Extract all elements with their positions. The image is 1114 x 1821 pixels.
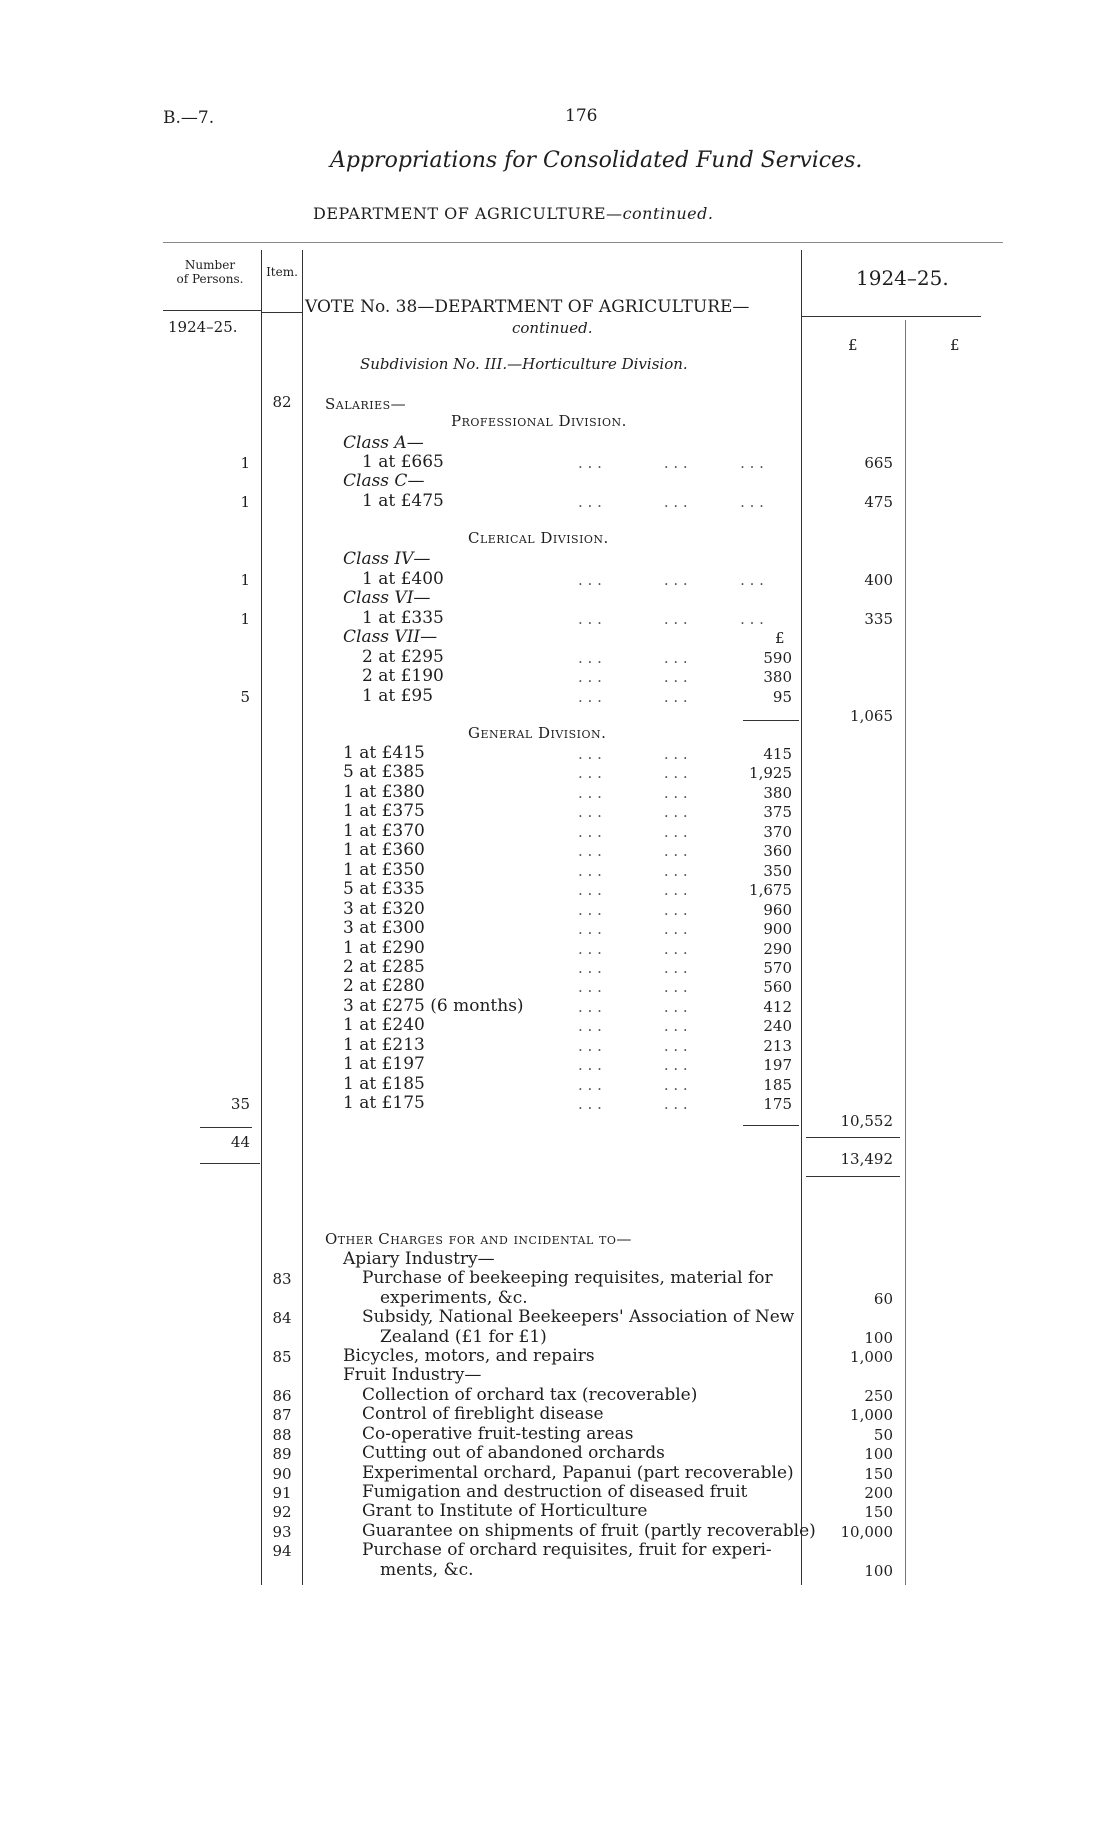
general-line: 1 at £375: [343, 801, 425, 822]
leader-dots: . . . . . .: [578, 978, 688, 997]
leader-dots: . . . . . .: [578, 1056, 688, 1075]
general-division-persons: 35: [230, 1095, 250, 1113]
class-iv-label: Class IV—: [343, 549, 431, 569]
other-charge-description: Fumigation and destruction of diseased fruit: [362, 1482, 748, 1502]
class-vii-line: 2 at £295: [362, 647, 444, 667]
general-line: 3 at £320: [343, 898, 425, 919]
general-line: 5 at £335: [343, 879, 425, 900]
persons-header-line-2: of Persons.: [176, 272, 244, 286]
general-line: 2 at £280: [343, 976, 425, 997]
pound-sign-column-1: £: [848, 336, 858, 354]
class-a-amount: 665: [864, 454, 893, 472]
professional-division-heading: Professional Division.: [451, 412, 627, 430]
other-charge-amount: 250: [864, 1387, 893, 1405]
vote-heading: VOTE No. 38—DEPARTMENT OF AGRICULTURE—: [305, 297, 750, 317]
item-column-rule-left: [261, 250, 262, 1585]
general-line: 1 at £350: [343, 859, 425, 880]
class-vi-amount: 335: [864, 610, 893, 628]
other-item-number: 88: [272, 1426, 292, 1444]
vote-continued: continued.: [512, 319, 593, 337]
leader-dots: . . . . . .: [578, 881, 688, 900]
class-vii-total: 1,065: [850, 707, 893, 725]
leader-dots: . . . . . .: [578, 842, 688, 861]
general-line: 3 at £300: [343, 918, 425, 939]
leader-dots: . . . . . .: [578, 803, 688, 822]
class-a-persons: 1: [240, 454, 250, 472]
class-vii-persons: 5: [240, 688, 250, 706]
leader-dots: . . . . . .: [578, 764, 688, 783]
leader-dots: . . . . . . . . .: [578, 610, 764, 628]
class-iv-amount: 400: [864, 571, 893, 589]
class-c-line: 1 at £475: [362, 491, 444, 511]
general-line: 5 at £385: [343, 762, 425, 783]
class-c-persons: 1: [240, 493, 250, 511]
general-line: 1 at £185: [343, 1073, 425, 1094]
amount-column-rule-right: [905, 320, 906, 1585]
class-c-label: Class C—: [343, 471, 425, 491]
general-line: 1 at £290: [343, 937, 425, 958]
leader-dots: . . . . . .: [578, 1095, 688, 1114]
other-charge-description: Cutting out of abandoned orchards: [362, 1443, 665, 1463]
other-item-number: 92: [272, 1503, 292, 1521]
class-vii-line: 1 at £95: [362, 685, 434, 706]
general-amount: 570: [763, 958, 792, 977]
salaries-grand-total: 13,492: [840, 1150, 893, 1168]
other-charge-description-cont: ments, &c.: [380, 1559, 474, 1580]
persons-header-line-1: Number: [184, 258, 236, 272]
general-amount: 1,925: [749, 764, 792, 783]
page-reference: B.—7.: [163, 108, 215, 128]
general-line: 1 at £380: [343, 781, 425, 802]
other-charge-amount: 150: [864, 1503, 893, 1521]
other-charge-amount: 100: [864, 1561, 893, 1580]
other-charge-description-cont: experiments, &c.: [380, 1287, 528, 1308]
other-item-number: 87: [272, 1406, 292, 1424]
other-charge-description: Grant to Institute of Horticulture: [362, 1501, 648, 1521]
persons-total-underline: [200, 1163, 260, 1164]
other-charge-amount: 10,000: [840, 1523, 893, 1541]
general-division-subtotal-rule: [743, 1125, 799, 1126]
general-amount: 380: [763, 783, 792, 802]
general-line: 1 at £175: [343, 1093, 425, 1114]
persons-total-rule: [200, 1127, 252, 1128]
amount-head-rule: [801, 316, 981, 317]
other-charge-amount: 100: [864, 1445, 893, 1463]
page-title: Appropriations for Consolidated Fund Services.: [330, 148, 863, 173]
general-amount: 412: [763, 997, 792, 1016]
leader-dots: . . . . . .: [578, 745, 688, 763]
other-charge-description: Bicycles, motors, and repairs: [343, 1346, 595, 1366]
general-amount: 240: [763, 1017, 792, 1036]
general-line: 3 at £275 (6 months): [343, 995, 524, 1016]
department-continued: continued.: [622, 204, 714, 223]
general-amount: 1,675: [749, 881, 792, 900]
leader-dots: . . . . . .: [578, 861, 688, 880]
salaries-heading: Salaries—: [325, 395, 407, 413]
grand-total-underline: [806, 1176, 900, 1177]
other-charge-amount: 150: [864, 1465, 893, 1483]
general-line: 1 at £213: [343, 1034, 425, 1055]
other-charge-amount: 50: [873, 1426, 893, 1444]
persons-head-rule: [163, 310, 261, 311]
page-number: 176: [565, 106, 598, 126]
class-vii-amount: 95: [772, 687, 792, 706]
general-amount: 375: [763, 803, 792, 822]
general-amount: 350: [763, 861, 792, 880]
leader-dots: . . . . . .: [578, 1017, 688, 1036]
class-vii-amount: 590: [763, 649, 792, 667]
other-charge-description: Subsidy, National Beekeepers' Association of New: [362, 1307, 795, 1327]
general-line: 1 at £240: [343, 1015, 425, 1036]
general-line: 2 at £285: [343, 956, 425, 977]
pound-sign-column-2: £: [950, 336, 960, 354]
salaries-item-number: 82: [272, 393, 292, 411]
class-vi-label: Class VI—: [343, 588, 431, 608]
general-division-total: 10,552: [840, 1112, 893, 1130]
other-item-number: 84: [272, 1309, 292, 1327]
class-vii-line: 2 at £190: [362, 666, 444, 687]
other-charge-amount: 1,000: [850, 1406, 893, 1424]
item-column-rule-right: [302, 250, 303, 1585]
other-item-number: 91: [272, 1484, 292, 1502]
fruit-industry-heading: Fruit Industry—: [343, 1365, 482, 1385]
leader-dots: . . . . . .: [578, 920, 688, 939]
general-amount: 960: [763, 900, 792, 919]
leader-dots: . . . . . .: [578, 668, 688, 687]
other-item-number: 85: [272, 1348, 292, 1366]
other-charge-description: Control of fireblight disease: [362, 1404, 604, 1424]
other-charge-description: Purchase of beekeeping requisites, material for: [362, 1268, 773, 1288]
total-persons: 44: [230, 1133, 250, 1151]
leader-dots: . . . . . .: [578, 997, 688, 1016]
general-line: 1 at £370: [343, 820, 425, 841]
other-charge-description: Guarantee on shipments of fruit (partly recoverable): [362, 1521, 816, 1541]
general-line: 1 at £415: [343, 743, 425, 763]
grand-total-rule: [806, 1137, 900, 1138]
general-amount: 213: [763, 1036, 792, 1055]
department-name: DEPARTMENT OF AGRICULTURE—: [313, 204, 623, 223]
class-vi-persons: 1: [240, 610, 250, 628]
subdivision-heading: Subdivision No. III.—Horticulture Division.: [360, 355, 688, 373]
class-vii-amount: 380: [763, 668, 792, 687]
other-charge-description: Experimental orchard, Papanui (part recoverable): [362, 1463, 794, 1483]
general-division-heading: General Division.: [468, 724, 607, 742]
class-vii-label: Class VII—: [343, 627, 438, 647]
leader-dots: . . . . . .: [578, 783, 688, 802]
general-amount: 560: [763, 978, 792, 997]
other-charge-description: Collection of orchard tax (recoverable): [362, 1385, 698, 1405]
leader-dots: . . . . . .: [578, 958, 688, 977]
other-charges-heading: Other Charges for and incidental to—: [325, 1230, 632, 1248]
other-charge-description: Purchase of orchard requisites, fruit for experi-: [362, 1540, 772, 1560]
class-iv-persons: 1: [240, 571, 250, 589]
other-item-number: 86: [272, 1387, 292, 1405]
class-vi-line: 1 at £335: [362, 608, 444, 628]
other-item-number: 90: [272, 1465, 292, 1483]
leader-dots: . . . . . .: [578, 900, 688, 919]
clerical-division-heading: Clerical Division.: [468, 529, 609, 547]
class-vii-pound-sign: £: [775, 629, 785, 647]
class-a-line: 1 at £665: [362, 452, 444, 472]
persons-column-header: [168, 258, 252, 286]
year-column-header: 1924–25.: [856, 266, 949, 290]
leader-dots: . . . . . .: [578, 687, 688, 706]
class-iv-line: 1 at £400: [362, 569, 444, 589]
apiary-industry-heading: Apiary Industry—: [343, 1249, 495, 1269]
general-line: 1 at £197: [343, 1054, 425, 1075]
other-charge-amount: 100: [864, 1328, 893, 1347]
general-amount: 185: [763, 1075, 792, 1094]
other-charge-amount: 60: [873, 1289, 893, 1308]
other-charge-description-cont: Zealand (£1 for £1): [380, 1326, 547, 1347]
item-column-header: Item.: [266, 265, 298, 279]
general-line: 1 at £360: [343, 840, 425, 861]
leader-dots: . . . . . . . . .: [578, 493, 764, 511]
general-amount: 900: [763, 920, 792, 939]
class-vii-subtotal-rule: [743, 720, 799, 721]
leader-dots: . . . . . .: [578, 1036, 688, 1055]
other-charge-amount: 200: [864, 1484, 893, 1502]
other-item-number: 93: [272, 1523, 292, 1541]
general-amount: 175: [763, 1095, 792, 1114]
leader-dots: . . . . . .: [578, 649, 688, 667]
class-c-amount: 475: [864, 493, 893, 511]
persons-year: 1924–25.: [168, 318, 238, 336]
department-heading: [313, 206, 713, 222]
leader-dots: . . . . . .: [578, 1075, 688, 1094]
leader-dots: . . . . . .: [578, 822, 688, 841]
leader-dots: . . . . . . . . .: [578, 571, 764, 589]
leader-dots: . . . . . . . . .: [578, 454, 764, 472]
general-amount: 360: [763, 842, 792, 861]
amount-column-rule-left: [801, 250, 802, 1585]
other-item-number: 94: [272, 1542, 292, 1560]
other-item-number: 89: [272, 1445, 292, 1463]
general-amount: 370: [763, 822, 792, 841]
general-amount: 197: [763, 1056, 792, 1075]
general-amount: 415: [763, 745, 792, 763]
leader-dots: . . . . . .: [578, 939, 688, 958]
class-a-label: Class A—: [343, 433, 424, 453]
table-top-rule: [163, 242, 1003, 243]
item-head-rule: [261, 312, 302, 313]
other-charge-amount: 1,000: [850, 1348, 893, 1366]
other-charge-description: Co-operative fruit-testing areas: [362, 1424, 634, 1444]
general-amount: 290: [763, 939, 792, 958]
other-item-number: 83: [272, 1270, 292, 1288]
